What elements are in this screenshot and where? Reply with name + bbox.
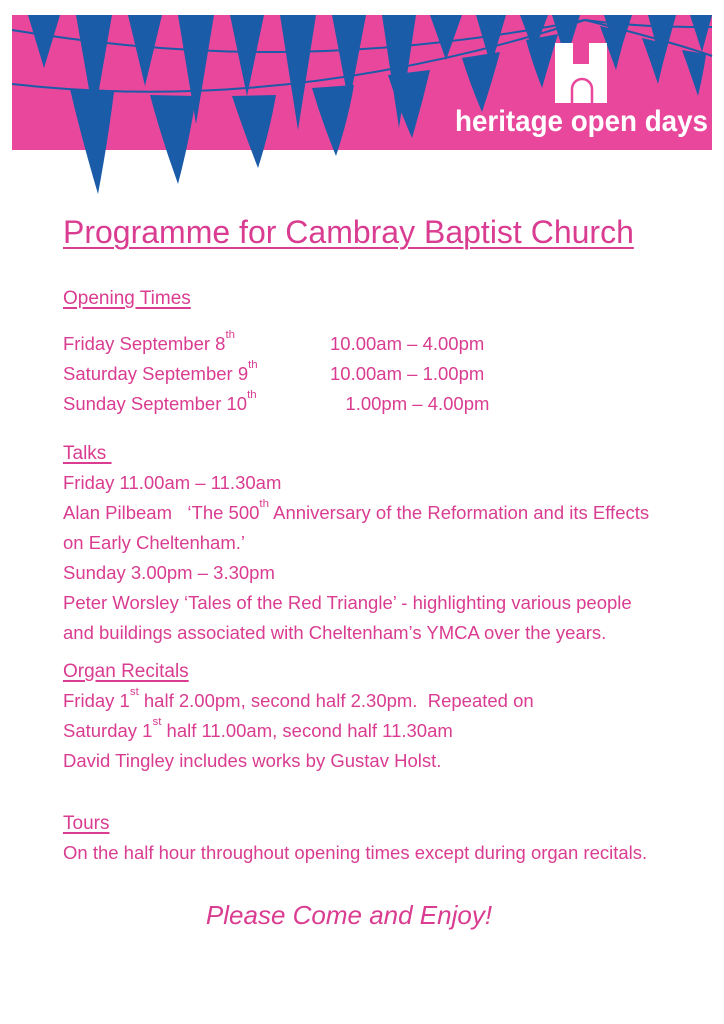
tagline: Please Come and Enjoy! xyxy=(205,900,493,930)
tours-details: On the half hour throughout opening times except during organ recitals. xyxy=(63,842,648,863)
organ-recitals-details: Friday 1st half 2.00pm, second half 2.30pm. Repeated on Saturday 1st half 11.00am, second half 11.30am David Tingley includes works by Gustav Holst. xyxy=(63,685,534,771)
time-value: 10.00am – 4.00pm xyxy=(330,333,485,354)
opening-times-table xyxy=(63,329,708,419)
day-label: Saturday September 9th xyxy=(63,358,258,384)
ordinal-suffix: th xyxy=(247,388,257,401)
time-value: 10.00am – 1.00pm xyxy=(330,363,485,384)
banner-graphic xyxy=(0,0,724,205)
section-heading-organ-recitals: Organ Recitals xyxy=(63,661,189,682)
time-value: 1.00pm – 4.00pm xyxy=(330,393,490,414)
day-label: Sunday September 10th xyxy=(63,388,257,414)
talk1-description: Alan Pilbeam ‘The 500th Anniversary of the Reformation and its Effects on Early Cheltenham.’ xyxy=(63,497,650,553)
opening-time-row xyxy=(63,359,708,389)
opening-time-row xyxy=(63,389,708,419)
day-label: Friday September 8th xyxy=(63,328,236,354)
ordinal-suffix: th xyxy=(259,497,269,510)
ordinal-suffix: th xyxy=(225,328,236,341)
page-title: Programme for Cambray Baptist Church xyxy=(63,214,634,250)
ordinal-suffix: th xyxy=(248,358,258,371)
programme-content xyxy=(63,283,708,868)
talk2-time: Sunday 3.00pm – 3.30pm xyxy=(63,562,275,583)
talk1-time: Friday 11.00am – 11.30am xyxy=(63,472,282,493)
talk2-description: Peter Worsley ‘Tales of the Red Triangle’ - highlighting various people and buildings associated with Cheltenham’s YMCA over the years. xyxy=(63,592,632,643)
logo-text: heritage open days xyxy=(455,105,708,138)
section-heading-tours: Tours xyxy=(63,813,110,834)
opening-time-row xyxy=(63,329,708,359)
section-heading-opening-times: Opening Times xyxy=(63,288,191,309)
ordinal-suffix: st xyxy=(152,715,162,728)
ordinal-suffix: st xyxy=(129,685,139,698)
section-heading-talks: Talks xyxy=(63,443,112,464)
